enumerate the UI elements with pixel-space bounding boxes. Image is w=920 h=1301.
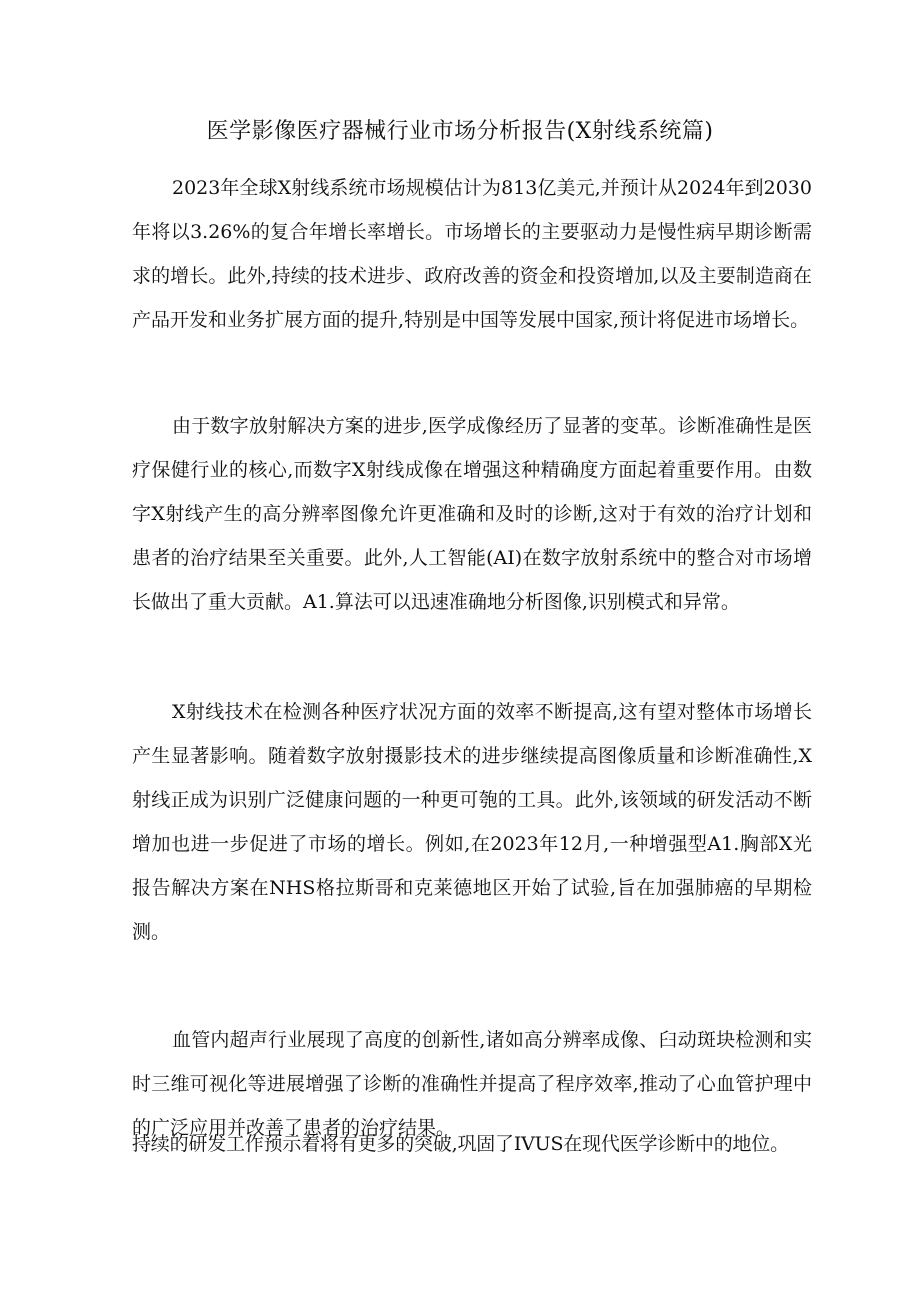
paragraph-digital-radiology: 由于数字放射解决方案的进步,医学成像经历了显著的变革。诊断准确性是医疗保健行业的核心,而数字X射线成像在增强这种精确度方面起着重要作用。由数字X射线产生的高分辨率图像允许更准确和及时的诊断,这对于有效的治疗计划和患者的治疗结果至关重要。此外,人工智能(AI)在数字放射系统中的整合对市场增长做出了重大贡献。A1.算法可以迅速准确地分析图像,识别模式和异常。 (132, 415, 812, 613)
paragraph-xray-efficiency: X射线技术在检测各种医疗状况方面的效率不断提高,这有望对整体市场增长产生显著影响。随着数字放射摄影技术的进步继续提高图像质量和诊断准确性,X射线正成为识别广泛健康问题的一种更可匏的工具。此外,该领域的研发活动不断增加也进一步促进了市场的增长。例如,在2023年12月,一种增强型A1.胸部X光报告解决方案在NHS格拉斯哥和克莱德地区开始了试验,旨在加强肺癌的早期检测。 (132, 701, 812, 943)
paragraph-market-size: 2023年全球X射线系统市场规模估计为813亿美元,并预计从2024年到2030年将以3.26%的复合年增长率增长。市场增长的主要驱动力是慢性病早期诊断需求的增长。此外,持续的技术进步、政府改善的资金和投资增加,以及主要制造商在产品开发和业务扩展方面的提升,特别是中国等发展中国家,预计将促进市场增长。 (132, 177, 812, 331)
document-title: 医学影像医疗器械行业市场分析报告(X射线系统篇) (206, 119, 714, 144)
paragraph-ivus-innovation: 血管内超声行业展现了高度的创新性,诸如高分辨率成像、臼动斑块检测和实时三维可视化等进展增强了诊断的准确性并提高了程序效率,推动了心血管护理中的广泛应用并改善了患者的治疗结果。 (132, 1029, 812, 1139)
paragraph-ivus-outlook: 持续的研发工作预示着将有更多的突破,巩固了IVUS在现代医学诊断中的地位。 (132, 1133, 789, 1155)
